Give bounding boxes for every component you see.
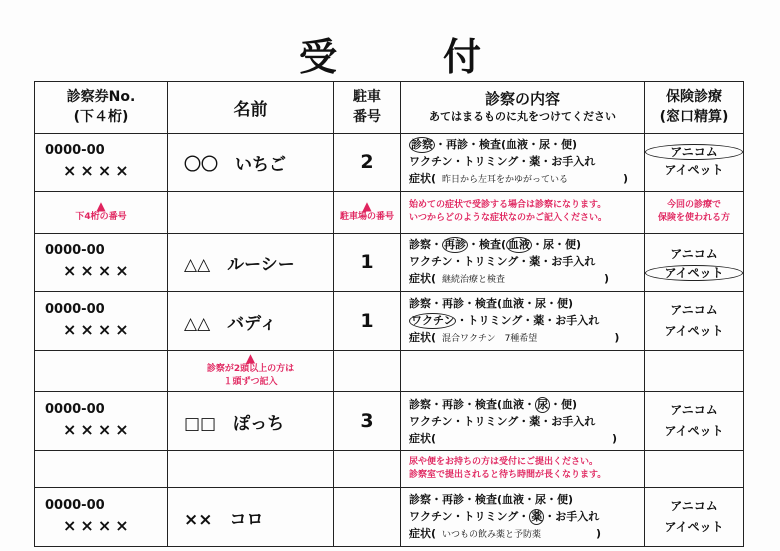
parking-cell[interactable]: 2 (334, 133, 401, 192)
insurance-option: アニコム (670, 303, 718, 318)
content-line-1 (409, 236, 644, 253)
symptom-label: 症状( (409, 431, 437, 445)
insurance-option: アニコム (670, 246, 718, 261)
content-cell[interactable] (401, 488, 645, 547)
circled-option: ワクチン (411, 313, 455, 327)
insurance-cell[interactable] (645, 133, 744, 192)
symptom-label: 症状( (409, 271, 437, 285)
symptom-label: 症状( (409, 330, 437, 344)
symptom-label: 症状( (409, 526, 437, 540)
content-text: 診察・再診・検査(血液・ (409, 397, 536, 411)
circled-insurance: アイペット (645, 265, 743, 281)
note-cell (645, 192, 744, 233)
ticket-code: 0000-00 (45, 402, 105, 418)
symptom-text: 継続治療と検査 (442, 274, 506, 285)
insurance-option: アニコム (670, 499, 718, 514)
notes-row (35, 451, 744, 488)
ticket-mask: ×××× (63, 320, 133, 340)
insurance-note-2: 保険を使われる方 (657, 213, 730, 224)
circled-option: 血液 (508, 237, 531, 251)
insurance-option (645, 265, 743, 281)
first-visit-note-2: いつからどのような症状なのかご記入ください。 (409, 213, 608, 224)
name-cell[interactable]: △△ バディ (168, 292, 334, 351)
ticket-code: 0000-00 (45, 302, 105, 318)
parking-cell[interactable]: 1 (334, 233, 401, 292)
notes-row (35, 351, 744, 392)
insurance-option: アイペット (664, 424, 724, 439)
sample-note-2: 診察室で提出されると待ち時間が長くなります。 (409, 470, 607, 481)
ticket-header (35, 82, 168, 134)
ticket-mask: ×××× (63, 516, 133, 536)
content-text: ・検査( (468, 237, 507, 251)
note-cell (168, 451, 334, 488)
arrow-up-icon: ▲ (96, 198, 106, 213)
insurance-cell[interactable] (645, 488, 744, 547)
first-visit-note-1: 始めての症状で受診する場合は診察になります。 (409, 200, 607, 211)
ticket-mask: ×××× (63, 161, 133, 181)
content-text: ワクチン・トリミング・ (409, 509, 530, 523)
content-line-1: 診察・再診・検査(血液・尿・便) (409, 296, 574, 310)
header-row (35, 82, 744, 134)
ticket-header-sub: (下４桁) (73, 109, 129, 126)
table-row (35, 292, 744, 351)
content-cell[interactable] (401, 392, 645, 451)
note-cell (401, 451, 645, 488)
arrow-up-icon: ▲ (362, 198, 372, 213)
ticket-cell[interactable] (35, 292, 168, 351)
content-text: ・お手入れ (544, 509, 600, 523)
parking-header (334, 82, 401, 134)
circled-option: 薬 (531, 509, 543, 523)
symptom-close: ) (596, 526, 602, 540)
parking-header-1: 駐車 (353, 89, 381, 106)
note-cell (401, 192, 645, 233)
name-cell[interactable]: 〇〇 いちご (168, 133, 334, 192)
note-cell (35, 351, 168, 392)
insurance-cell[interactable] (645, 292, 744, 351)
insurance-header-sub: (窓口精算) (659, 109, 729, 126)
ticket-cell[interactable] (35, 233, 168, 292)
content-text: ・トリミング・薬・お手入れ (456, 313, 600, 327)
content-text: 診察・ (409, 237, 442, 251)
note-cell (334, 451, 401, 488)
insurance-header (645, 82, 744, 134)
insurance-header-label: 保険診療 (666, 89, 722, 106)
note-cell (168, 192, 334, 233)
ticket-header-label: 診察券No. (66, 89, 136, 106)
symptom-close: ) (614, 330, 620, 344)
content-header-label: 診察の内容 (484, 90, 560, 109)
insurance-note-1: 今回の診療で (666, 200, 721, 211)
content-line-1 (409, 136, 644, 153)
note-cell (401, 351, 645, 392)
content-line-2 (409, 312, 644, 329)
ticket-cell[interactable] (35, 488, 168, 547)
symptom-text: 昨日から左耳をかゆがっている (442, 174, 569, 185)
insurance-option: アニコム (670, 403, 718, 418)
table-row (35, 133, 744, 192)
note-cell (168, 351, 334, 392)
symptom-close: ) (604, 271, 610, 285)
name-cell[interactable]: □□ ぽっち (168, 392, 334, 451)
symptom-text: 混合ワクチン 7種希望 (442, 333, 538, 344)
circled-option: 再診 (444, 237, 466, 251)
insurance-option: アイペット (664, 520, 724, 535)
page-title: 受 付 (298, 35, 515, 79)
note-cell (645, 351, 744, 392)
insurance-option: アイペット (664, 324, 724, 339)
symptom-line (409, 270, 644, 289)
symptom-close: ) (612, 431, 618, 445)
content-header-sub: あてはまるものに丸をつけてください (429, 110, 616, 124)
arrow-up-icon: ▲ (245, 351, 256, 366)
insurance-cell[interactable] (645, 392, 744, 451)
circled-option: 尿 (537, 397, 549, 411)
parking-cell[interactable]: 3 (334, 392, 401, 451)
content-text: ・再診・検査(血液・尿・便) (435, 137, 578, 151)
ticket-code: 0000-00 (45, 243, 105, 259)
symptom-line (409, 525, 644, 544)
table-row (35, 488, 744, 547)
name-header: 名前 (168, 82, 334, 134)
reception-table (34, 81, 744, 547)
symptom-line (409, 329, 644, 348)
note-cell (334, 192, 401, 233)
note-cell (334, 351, 401, 392)
content-cell[interactable] (401, 233, 645, 292)
note-cell (35, 192, 168, 233)
circled-insurance: アニコム (645, 144, 743, 160)
parking-header-2: 番号 (353, 109, 381, 126)
table-row (35, 392, 744, 451)
note-cell (645, 451, 744, 488)
symptom-text: いつもの飲み薬と予防薬 (442, 529, 542, 540)
content-line-2 (409, 508, 644, 525)
content-header (401, 82, 645, 134)
name-cell[interactable]: ×× コロ (168, 488, 334, 547)
content-line-1 (409, 396, 644, 413)
multi-pet-note-2: １頭ずつ記入 (223, 377, 278, 388)
ticket-mask: ×××× (63, 420, 133, 440)
ticket-cell[interactable] (35, 133, 168, 192)
circled-option: 診察 (411, 137, 433, 151)
symptom-close: ) (623, 171, 629, 185)
multi-pet-note-1: 診察が2頭以上の方は (206, 364, 295, 375)
content-line-2: ワクチン・トリミング・薬・お手入れ (409, 154, 596, 168)
note-cell (35, 451, 168, 488)
insurance-option: アイペット (664, 162, 724, 177)
table-row (35, 233, 744, 292)
parking-cell[interactable] (334, 488, 401, 547)
parking-cell[interactable]: 1 (334, 292, 401, 351)
content-text: ・尿・便) (532, 237, 582, 251)
content-cell[interactable] (401, 133, 645, 192)
content-line-1: 診察・再診・検査(血液・尿・便) (409, 492, 574, 506)
content-text: ・便) (550, 397, 578, 411)
ticket-note: 下4桁の番号 (75, 211, 127, 222)
content-line-2: ワクチン・トリミング・薬・お手入れ (409, 254, 596, 268)
parking-note: 駐車場の番号 (339, 211, 394, 222)
content-cell[interactable] (401, 292, 645, 351)
name-cell[interactable]: △△ ルーシー (168, 233, 334, 292)
symptom-label: 症状( (409, 171, 437, 185)
sample-note-1: 尿や便をお持ちの方は受付にご提出ください。 (409, 457, 599, 468)
symptom-line (409, 170, 644, 189)
notes-row (35, 192, 744, 233)
ticket-mask: ×××× (63, 261, 133, 281)
ticket-code: 0000-00 (45, 498, 105, 514)
content-line-2: ワクチン・トリミング・薬・お手入れ (409, 414, 596, 428)
insurance-cell[interactable] (645, 233, 744, 292)
symptom-line (409, 430, 644, 447)
ticket-cell[interactable] (35, 392, 168, 451)
insurance-option (645, 144, 743, 160)
ticket-code: 0000-00 (45, 143, 105, 159)
